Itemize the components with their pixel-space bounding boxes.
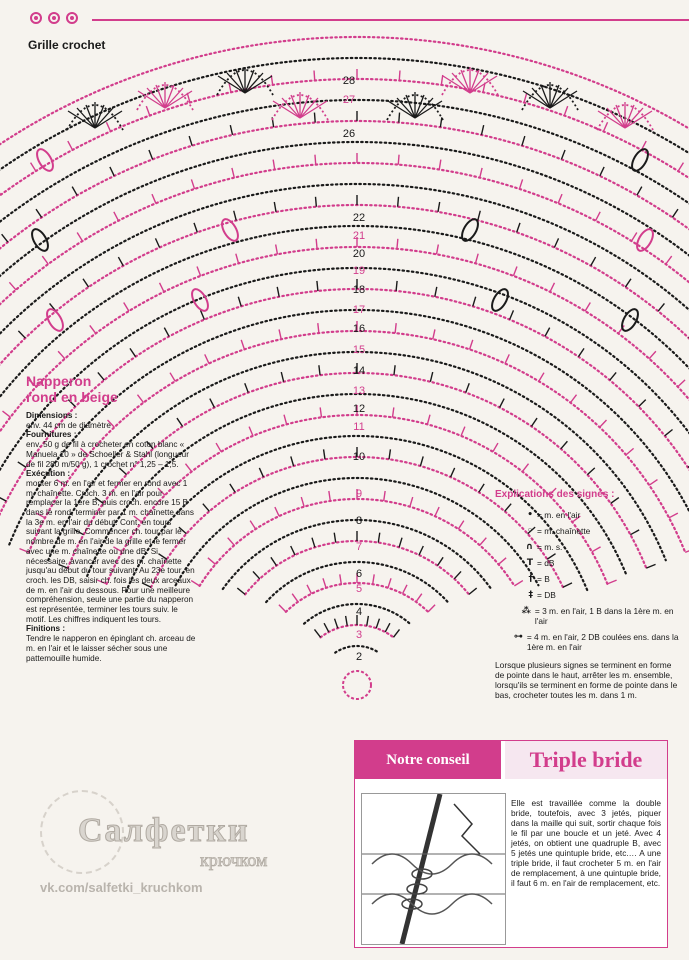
loop-motif <box>489 287 511 314</box>
stitch-mark <box>312 538 315 548</box>
loop-motif <box>189 287 211 314</box>
watermark-url: vk.com/salfetki_kruchkom <box>40 880 203 895</box>
stitch-mark <box>649 480 657 486</box>
legend <box>495 490 680 708</box>
round-label: 28 <box>342 75 356 87</box>
stitch-mark <box>470 340 473 349</box>
stitch-mark <box>600 167 604 176</box>
stitch-mark <box>118 257 123 266</box>
stitch-mark <box>481 125 483 135</box>
stitch-mark <box>522 136 525 146</box>
stitch-mark <box>281 372 283 382</box>
stitch-mark <box>473 297 476 307</box>
round-label: 11 <box>353 421 365 433</box>
stitch-mark <box>466 383 469 392</box>
stitch-mark <box>493 443 498 452</box>
stitch-mark <box>18 331 25 338</box>
stitch-mark <box>524 93 527 103</box>
round-label: 5 <box>355 583 363 595</box>
legend-note: Lorsque plusieurs signes se terminent en forme de pointe dans le haut, arrêter les m. ensemble, lorsqu'ils se terminent en forme de pointe dans le bas, crocheter toutes les m. dans 1 m. <box>495 660 678 700</box>
stitch-mark <box>600 420 607 427</box>
legend-symbol: ◦ <box>527 526 533 536</box>
stitch-mark <box>137 395 143 403</box>
legend-row <box>495 590 680 600</box>
legend-row <box>495 574 680 584</box>
stitch-mark <box>558 194 562 203</box>
round-label: 2 <box>355 651 363 663</box>
stitch-mark <box>77 233 82 242</box>
stitch-mark <box>384 491 385 501</box>
stitch-mark <box>505 354 509 363</box>
stitch-mark <box>376 619 379 628</box>
round-label: 9 <box>355 488 363 500</box>
legend-symbol: ∩ <box>525 542 533 552</box>
stitch-mark <box>479 484 484 492</box>
legend-symbol: • <box>527 510 533 520</box>
stitch-mark <box>230 125 232 135</box>
watermark-name: Салфетки <box>78 812 250 849</box>
stitch-mark <box>438 202 440 212</box>
hook-drawing <box>362 794 505 944</box>
stitch-mark <box>318 323 319 333</box>
tip-box <box>354 740 668 948</box>
stitch-mark <box>164 328 169 337</box>
stitch-mark <box>564 106 567 115</box>
stitch-mark <box>578 348 584 356</box>
stitch-mark <box>454 571 461 578</box>
stitch-mark <box>603 122 607 131</box>
tip-title: Triple bride <box>505 741 667 779</box>
center-ring <box>343 671 371 699</box>
stitch-mark <box>658 303 664 311</box>
dimensions-label: Dimensions : <box>26 411 78 420</box>
stitch-mark <box>314 629 320 637</box>
round-label: 22 <box>352 212 366 224</box>
round-label: 17 <box>352 304 366 316</box>
stitch-mark <box>625 279 631 287</box>
pattern-title <box>26 373 118 405</box>
round-label: 6 <box>355 568 363 580</box>
stitch-mark <box>114 212 119 221</box>
stitch-mark <box>277 287 279 297</box>
stitch-mark <box>210 399 215 408</box>
stitch-mark <box>315 155 316 165</box>
round-label: 18 <box>352 284 366 296</box>
loop-motif <box>44 307 66 334</box>
legend-text: = DB <box>537 590 556 600</box>
round-label: 10 <box>352 451 366 463</box>
round-label: 12 <box>352 403 366 415</box>
stitch-mark <box>394 365 395 375</box>
stitch-mark <box>435 287 437 297</box>
stitch-mark <box>335 619 338 628</box>
stitch-mark <box>238 297 241 307</box>
stitch-mark <box>197 267 201 276</box>
legend-text: = m. chaînette <box>537 526 591 536</box>
stitch-mark <box>517 223 520 232</box>
stitch-mark <box>90 325 96 333</box>
stitch-mark <box>531 418 537 426</box>
stitch-mark <box>397 239 398 249</box>
stitch-mark <box>430 372 432 382</box>
legend-text: = m. s. <box>537 542 563 552</box>
stitch-mark <box>399 538 402 548</box>
stitch-mark <box>232 168 234 178</box>
finitions-text: Tendre le napperon en épinglant ch. arceau de m. en l'air et le laisser sécher sous une pattemouille humide. <box>26 634 196 663</box>
stitch-mark <box>124 303 129 312</box>
stitch-mark <box>291 456 294 466</box>
legend-list <box>495 510 680 652</box>
stitch-mark <box>480 168 482 178</box>
stitch-mark <box>245 383 248 392</box>
stitch-mark <box>259 468 263 477</box>
stitch-mark <box>469 588 477 594</box>
fournitures-label: Fournitures : <box>26 430 77 440</box>
tip-text <box>511 798 661 888</box>
stitch-mark <box>610 372 616 380</box>
stitch-mark <box>110 167 114 176</box>
fournitures-text: env. 50 g de fil à crocheter en coton blanc « Manuela 10 » de Schoeller & Stahl (longueur de fil 280 m/50 g), 1 crochet n° 1,25 – 1,5. <box>26 440 189 469</box>
stitch-mark <box>205 354 209 363</box>
stitch-mark <box>314 71 315 81</box>
stitch-mark <box>433 329 435 339</box>
loop-motif <box>629 147 651 174</box>
tip-label: Notre conseil <box>355 741 501 779</box>
pattern-title-line1: Napperon <box>26 373 92 389</box>
stitch-mark <box>439 160 441 170</box>
stitch-mark <box>253 571 260 578</box>
round-label: 16 <box>352 323 366 335</box>
legend-row <box>495 526 680 536</box>
stitch-mark <box>279 605 286 612</box>
stitch-mark <box>510 310 514 319</box>
stitch-mark <box>324 449 325 459</box>
stitch-mark <box>189 136 192 146</box>
stitch-mark <box>403 585 407 594</box>
legend-row <box>495 542 680 552</box>
legend-symbol: ‡ <box>528 590 533 600</box>
stitch-mark <box>307 585 311 594</box>
stitch-mark <box>632 233 637 242</box>
finitions-label: Finitions : <box>26 624 66 634</box>
stitch-mark <box>398 197 399 207</box>
stitch-mark <box>378 533 379 543</box>
round-label: 14 <box>352 365 366 377</box>
stitch-mark <box>301 497 304 507</box>
stitch-mark <box>428 605 435 612</box>
stitch-mark <box>160 283 164 292</box>
stitch-mark <box>106 122 110 131</box>
round-label: 8 <box>355 515 363 527</box>
stitch-mark <box>273 160 275 170</box>
stitch-mark <box>480 538 487 546</box>
stitch-mark <box>475 254 478 264</box>
stitch-mark <box>237 588 245 594</box>
stitch-mark <box>194 223 197 232</box>
stitch-mark <box>68 141 73 150</box>
stitch-mark <box>427 415 430 425</box>
legend-title: Explications des signes : <box>495 489 615 500</box>
stitch-mark <box>385 623 390 632</box>
stitch-mark <box>36 209 42 217</box>
stitch-mark <box>274 202 276 212</box>
stitch-mark <box>435 507 439 516</box>
round-label: 4 <box>355 606 363 618</box>
stitch-mark <box>230 484 235 492</box>
stitch-mark <box>316 239 317 249</box>
stitch-mark <box>314 113 315 123</box>
stitch-mark <box>149 150 153 159</box>
stitch-mark <box>0 496 6 501</box>
stitch-mark <box>241 340 244 349</box>
stitch-mark <box>539 373 544 382</box>
stitch-mark <box>596 212 601 221</box>
triple-bride-illustration <box>361 793 506 945</box>
stitch-mark <box>2 411 10 417</box>
stitch-mark <box>152 194 156 203</box>
stitch-mark <box>626 448 634 455</box>
stitch-mark <box>323 578 326 588</box>
pattern-title-line2: rond en beige <box>26 389 118 405</box>
instructions <box>26 411 196 663</box>
stitch-mark <box>416 594 422 602</box>
watermark-sub: крючком <box>200 850 268 870</box>
stitch-mark <box>236 254 239 264</box>
stitch-mark <box>83 279 89 287</box>
stitch-mark <box>513 267 517 276</box>
legend-row <box>495 558 680 568</box>
stitch-mark <box>31 163 36 171</box>
loop-motif <box>219 217 241 244</box>
stitch-mark <box>393 407 394 417</box>
stitch-mark <box>393 629 399 637</box>
stitch-mark <box>329 491 330 501</box>
legend-symbol: T <box>526 558 533 568</box>
legend-row <box>495 606 680 626</box>
stitch-mark <box>591 257 596 266</box>
stitch-mark <box>637 187 642 196</box>
stitch-mark <box>554 238 558 247</box>
stitch-mark <box>317 281 318 291</box>
stitch-mark <box>0 187 1 195</box>
stitch-mark <box>585 303 590 312</box>
stitch-mark <box>279 329 281 339</box>
execution-label: Exécution : <box>26 469 71 479</box>
stitch-mark <box>500 399 505 408</box>
stitch-mark <box>437 244 439 254</box>
stitch-mark <box>522 464 528 472</box>
stitch-mark <box>389 449 390 459</box>
stitch-mark <box>441 75 442 85</box>
legend-text: = 4 m. en l'air, 2 DB coulées ens. dans la 1ère m. en l'air <box>526 632 679 652</box>
legend-symbol: † <box>528 574 533 584</box>
stitch-mark <box>203 504 209 512</box>
stitch-mark <box>275 507 279 516</box>
stitch-mark <box>461 427 465 436</box>
stitch-mark <box>367 616 369 626</box>
round-label: 20 <box>352 248 366 260</box>
stitch-mark <box>216 443 221 452</box>
stitch-mark <box>561 150 565 159</box>
loop-motif <box>634 227 656 254</box>
legend-symbol: ⁂ <box>521 606 531 616</box>
stitch-mark <box>316 197 317 207</box>
stitch-mark <box>685 549 689 553</box>
stitch-mark <box>320 407 321 417</box>
stitch-mark <box>146 106 149 115</box>
round-label: 21 <box>352 230 366 242</box>
stitch-mark <box>250 521 255 529</box>
stitch-mark <box>130 348 136 356</box>
watermark <box>40 790 340 900</box>
stitch-mark <box>249 427 253 436</box>
stitch-mark <box>438 557 444 565</box>
legend-text: = B <box>537 574 550 584</box>
tip-paragraph: Elle est travaillée comme la double bride, toutefois, avec 3 jetés, piquer dans la maille qui suit, sortir chaque fois le fil par une boucle et un jeté. Avec 4 jetés, on obtient une quadruple B, avec 5 jetés une quintuple bride, etc.… A une triple bride, il faut crocheter 5 m. en l'air de remplacement, à une quintuple bride, il faut 6 m. en l'air de remplacement, etc. <box>511 798 661 888</box>
stitch-mark <box>228 538 235 546</box>
stitch-mark <box>587 468 594 475</box>
stitch-mark <box>346 616 348 626</box>
round-label: 19 <box>352 265 366 277</box>
loop-motif <box>459 217 481 244</box>
stitch-mark <box>570 395 576 403</box>
stitch-mark <box>649 351 656 358</box>
stitch-mark <box>639 400 646 407</box>
round-label: 27 <box>342 94 356 106</box>
stitch-mark <box>191 179 194 189</box>
round-label: 3 <box>355 629 363 641</box>
stitch-mark <box>451 468 455 477</box>
legend-text: = dB <box>537 558 555 568</box>
stitch-mark <box>319 365 320 375</box>
stitch-mark <box>18 462 26 467</box>
stitch-mark <box>388 578 391 588</box>
stitch-mark <box>410 497 413 507</box>
execution-text: monter 6 m. en l'air et fermer en rond avec 1 m. chaînette. Croch. 3 m. en l'air pour remplacer la 1ère B, puis croch. encore 15 B dans le rond, terminer par 1 m. chaînette dans la 3e m. en l'air du début. Cont. en tours suivant la grille. Commencer ch. tour par le nombre de m. en l'air de la grille et le fermer avec une m. chaînette ou une dB. Si nécessaire, avancer avec des m. chaînette jusqu'au début du tour suivant. Au 23e tour, en croch. les DB, saisir ch. fois les deux arceaux de m. en l'air du dessous. Pour une meilleure compréhension, seule une partie du napperon est représentée, terminer les tours suiv. le motif. Les chiffres indiquent les tours. <box>26 478 195 624</box>
stitch-mark <box>155 238 159 247</box>
stitch-mark <box>396 281 397 291</box>
stitch-mark <box>478 211 481 221</box>
stitch-mark <box>170 373 175 382</box>
stitch-mark <box>234 211 237 221</box>
stitch-mark <box>58 351 65 358</box>
stitch-mark <box>324 623 329 632</box>
legend-text: = m. en l'air <box>537 510 581 520</box>
stitch-mark <box>72 187 77 196</box>
stitch-mark <box>561 441 568 449</box>
stitch-mark <box>678 163 683 171</box>
stitch-mark <box>271 557 277 565</box>
stitch-mark <box>42 256 48 264</box>
stitch-mark <box>373 574 375 584</box>
stitch-mark <box>672 209 678 217</box>
legend-row <box>495 632 680 652</box>
stitch-mark <box>458 521 463 529</box>
stitch-mark <box>399 71 400 81</box>
stitch-mark <box>420 456 423 466</box>
stitch-mark <box>291 546 295 555</box>
stitch-mark <box>284 415 287 425</box>
round-label: 15 <box>352 344 366 356</box>
stitch-mark <box>340 574 342 584</box>
stitch-mark <box>276 244 278 254</box>
legend-symbol: ⊶ <box>513 632 523 642</box>
stitch-mark <box>9 282 16 290</box>
stitch-mark <box>666 256 672 264</box>
stitch-mark <box>292 594 298 602</box>
stitch-mark <box>399 113 400 123</box>
round-label: 13 <box>352 385 366 397</box>
legend-row <box>495 510 680 520</box>
stitch-mark <box>545 328 550 337</box>
stitch-mark <box>519 179 522 189</box>
stitch-mark <box>395 323 396 333</box>
stitch-mark <box>398 155 399 165</box>
stitch-mark <box>208 558 216 564</box>
stitch-mark <box>2 234 8 242</box>
page-title: Grille crochet <box>28 38 106 52</box>
stitch-mark <box>550 283 554 292</box>
stitch-mark <box>419 546 423 555</box>
round-label: 7 <box>355 541 363 553</box>
stitch-mark <box>665 429 673 435</box>
legend-text: = 3 m. en l'air, 1 B dans la 1ère m. en l'air <box>534 606 674 626</box>
stitch-mark <box>334 533 335 543</box>
stitch-mark <box>678 380 685 387</box>
round-label: 26 <box>342 128 356 140</box>
dimensions-text: env. 44 cm de diamètre <box>26 420 111 430</box>
